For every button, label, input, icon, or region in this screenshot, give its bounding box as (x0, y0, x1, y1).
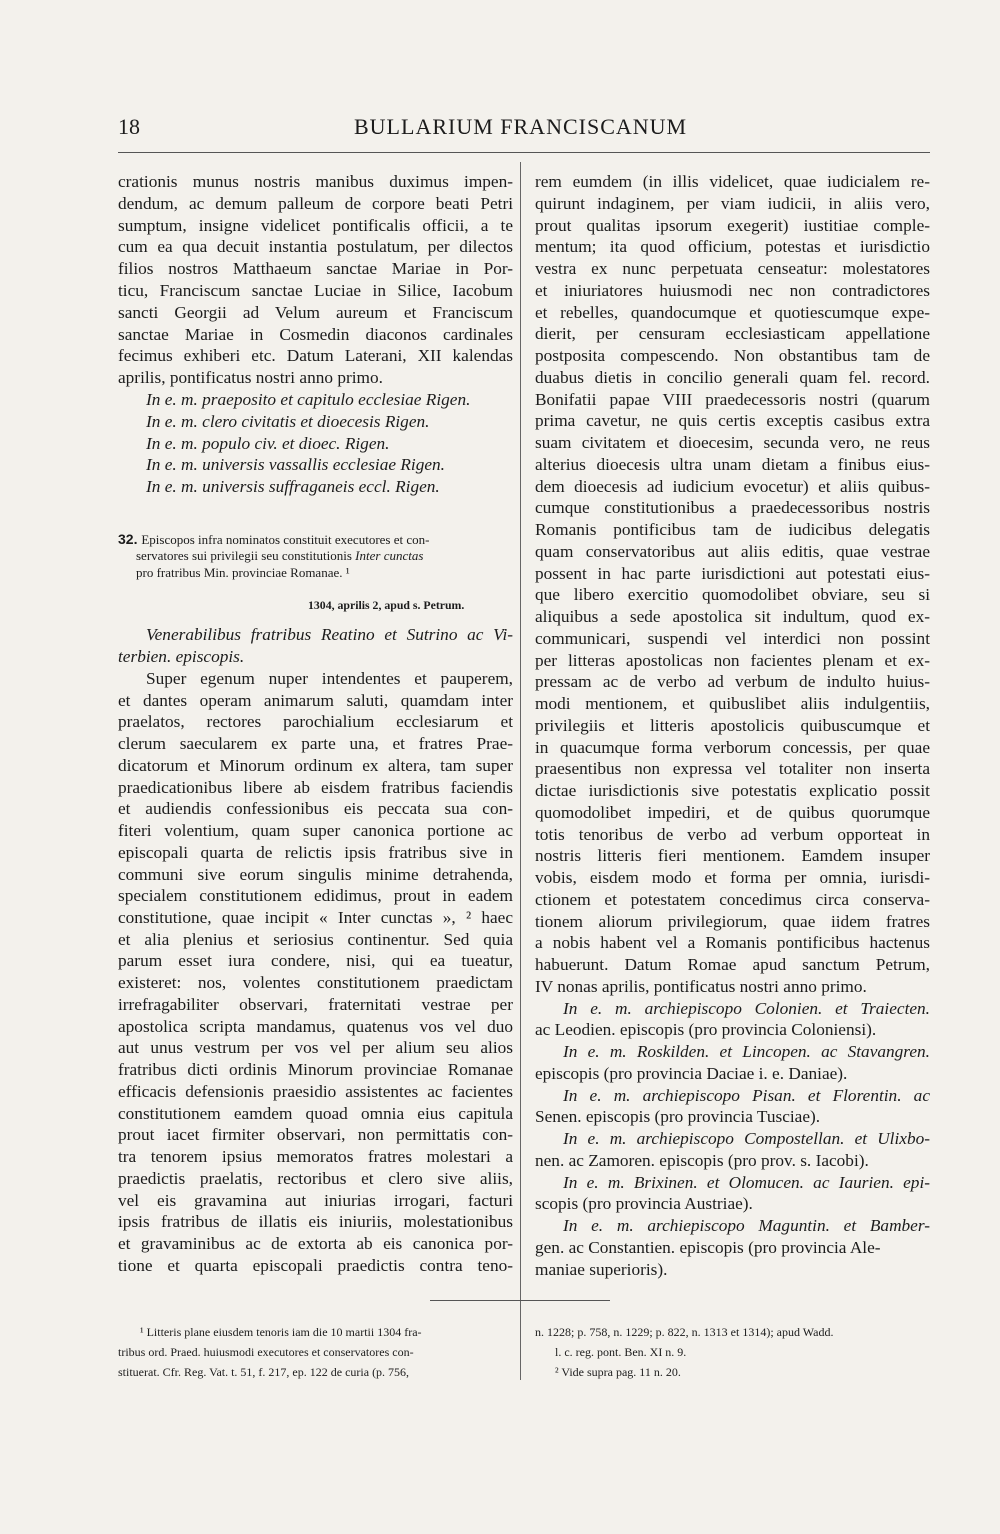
inscription-line: In e. m. praeposito et capitulo ecclesiae Rigen. (146, 390, 471, 409)
text-line: specialem constitutionem edidimus, prout in eadem (118, 886, 513, 906)
text-line: rem eumdem (in illis videlicet, quae iudicialem re- (535, 172, 930, 191)
text-line: totis tenoribus de verbo ad verbum opporteat in (535, 824, 930, 844)
text-line: dendum, ac demum palleum de corpore beati Petri (118, 193, 513, 213)
footnote-line: l. c. reg. pont. Ben. XI n. 9. (555, 1345, 687, 1359)
text-line: constitutionem eamdem quoad omnia eius capitula (118, 1103, 513, 1123)
text-line: episcopali quarta de relictis ipsis fratribus sive in (118, 842, 513, 862)
text-line: prout iacet firmiter observari, non permittatis con- (118, 1125, 513, 1145)
page-number: 18 (118, 114, 140, 139)
inscription-line: nen. ac Zamoren. episcopis (pro prov. s. Iacobi). (535, 1150, 869, 1170)
text-line: vestra ex nunc perpetuata censeatur: molestatores (535, 259, 930, 278)
text-line: communi sive eorum singulis minime detrahenda, (118, 864, 513, 884)
text-line: filios nostros Matthaeum sanctae Mariae in Por- (118, 259, 513, 279)
text-line: tionem aliorum privilegiorum, quae iidem fratres (535, 911, 930, 931)
text-line: nostris litteris fieri mentionem. Eamdem insuper (535, 846, 930, 866)
text-line: efficacis defensionis praesidio assistentes ac facientes (118, 1081, 513, 1101)
text-line: fecimus exhiberi etc. Datum Laterani, XII kalendas (118, 346, 513, 366)
text-line: existeret: nos, volentes constitutionem praedictam (118, 973, 513, 993)
text-line: prout qualitas ipsorum exegerit) iustitiae comple- (535, 215, 930, 235)
text-line: communicari, suspendi vel interdici non possint (535, 628, 930, 648)
inscription-line: In e. m. Brixinen. et Olomucen. ac Iaurien. epi- (563, 1172, 930, 1192)
inscription-line: ac Leodien. episcopis (pro provincia Coloniensi). (535, 1020, 877, 1040)
text-line: aprilis, pontificatus nostri anno primo. (118, 368, 383, 388)
section-summary: pro fratribus Min. provinciae Romanae. ¹ (136, 565, 350, 580)
text-line: sanctae Mariae in Cosmedin diaconos cardinales (118, 324, 513, 344)
section-heading (118, 531, 429, 548)
section-number: 32. (118, 531, 142, 547)
text-line: a nobis habent vel a Romanis pontificibus hactenus (535, 933, 930, 953)
text-line: in quacumque forma verborum concessis, per quae (535, 737, 930, 757)
text-line: quomodolibet impediri, et de quibus quorumque (535, 802, 930, 822)
footnote-line: tribus ord. Praed. huiusmodi executores et conservatores con- (118, 1345, 414, 1359)
address-line: Venerabilibus fratribus Reatino et Sutrino ac Vi- (146, 625, 513, 644)
text-line: duabus dietis in concilio generali quam fel. record. (535, 367, 930, 387)
date-line: 1304, aprilis 2, apud s. Petrum. (308, 598, 465, 612)
footnote-rule (430, 1300, 610, 1301)
inscription-line: In e. m. archiepiscopo Pisan. et Florentin. ac (563, 1085, 930, 1105)
text-line: privilegiis et litteris apostolicis quibuscumque et (535, 715, 930, 735)
inscription-line: episcopis (pro provincia Daciae i. e. Daniae). (535, 1063, 848, 1083)
text-line: fratribus dicti ordinis Minorum provinciae Romanae (118, 1060, 513, 1080)
section-summary: Episcopos infra nominatos constituit executores et con- (141, 532, 430, 547)
inscription-line: In e. m. universis vassallis ecclesiae Rigen. (146, 455, 445, 475)
text-line: clerum saecularem ex parte una, et fratres Prae- (118, 734, 513, 754)
text-line: et dantes operam animarum saluti, quamdam inter (118, 690, 513, 710)
inscription-line: In e. m. populo civ. et dioec. Rigen. (146, 433, 390, 453)
text-line: habuerunt. Datum Romae apud sanctum Petrum, (535, 955, 930, 974)
text-line: dem dioecesis ad iudicium evocetur) et aliis quibus- (535, 476, 930, 496)
text-line: praelatos, rectores parochialium ecclesiarum et (118, 712, 513, 732)
text-line: dierit, per censuram ecclesiasticam appellatione (535, 324, 930, 344)
inscription-line: In e. m. archiepiscopo Colonien. et Traiecten. (563, 998, 930, 1018)
text-line: crationis munus nostris manibus duximus impen- (118, 172, 513, 191)
text-line: aut unus vestrum per vos vel per alium seu alios (118, 1038, 513, 1058)
text-line: tra tenorem ipsius memoratos fratres molestari a (118, 1147, 513, 1167)
text-line: apostolica scripta mandamus, quatenus vos vel duo (118, 1016, 513, 1036)
text-line: postposita compescendo. Non obstantibus tam de (535, 346, 930, 365)
text-line: dicatorum et Minorum ordinum ex altera, tam super (118, 755, 513, 775)
text-line: sancti Georgii ad Velum aureum et Franciscum (118, 302, 513, 322)
inscription-line: In e. m. archiepiscopo Maguntin. et Bamber- (563, 1216, 930, 1235)
text-line: cumque constitutionibus a praedecessoribus nostris (535, 498, 930, 518)
summary-title: Inter cunctas (355, 548, 424, 563)
inscription-line: gen. ac Constantien. episcopis (pro provincia Ale- (535, 1237, 881, 1257)
header-rule (118, 152, 930, 153)
text-line: IV nonas aprilis, pontificatus nostri anno primo. (535, 976, 867, 996)
text-line: vobis, eisdem modo et forma per omnia, iurisdi- (535, 868, 930, 887)
text-line: modi mentionem, et quibuslibet aliis indulgentiis, (535, 694, 930, 713)
text-line: cum ea qua decuit instantia postulatum, per dilectos (118, 237, 513, 257)
text-line: dictae iurisdictionis sive potestatis explicatio possit (535, 781, 930, 800)
text-line: praedictis praelatis, rectoribus et clero sive aliis, (118, 1168, 513, 1188)
text-line: Romanis pontificibus tam de iudicibus delegatis (535, 520, 930, 539)
text-line: parum esset iura condere, nisi, qui ea tueatur, (118, 951, 513, 971)
inscription-line: Senen. episcopis (pro provincia Tusciae). (535, 1107, 821, 1127)
text-line: que libero exercitio quomodolibet obviare, seu si (535, 585, 930, 605)
text-line: sumptum, insigne videlicet pontificalis officii, a te (118, 215, 513, 235)
footnote-line: ² Vide supra pag. 11 n. 20. (555, 1365, 681, 1379)
text-line: ctionem et potestatem concedimus circa conserva- (535, 889, 930, 909)
inscription-line: In e. m. archiepiscopo Compostellan. et Ulixbo- (563, 1129, 930, 1148)
text-line: et iniuriatores huiusmodi nec non contradictores (535, 280, 930, 300)
section-summary (136, 548, 423, 564)
text-line: ticu, Franciscum sanctae Luciae in Silice, Iacobum (118, 281, 513, 300)
text-line: alterius dioecesis ultra unam dietam a finibus eius- (535, 454, 930, 474)
footnote-line: n. 1228; p. 758, n. 1229; p. 822, n. 1313 et 1314); apud Wadd. (535, 1325, 834, 1339)
text-line: mentum; ita quod officium, potestas et iurisdictio (535, 237, 930, 257)
inscription-line: scopis (pro provincia Austriae). (535, 1194, 753, 1214)
text-line: fiteri volentium, quam super canonica portione ac (118, 821, 513, 841)
text-line: constitutione, quae incipit « Inter cunctas », ² haec (118, 908, 513, 928)
text-line: tione et quarta episcopali praedictis contra teno- (118, 1255, 513, 1275)
text-line: pressam ac de verbo ad verbum de indulto huius- (535, 672, 930, 692)
text-line: ipsis fratribus de illatis eis iniuriis, molestationibus (118, 1212, 513, 1232)
text-line: et audiendis confessionibus eis peccata sua con- (118, 799, 513, 819)
inscription-line: In e. m. universis suffraganeis eccl. Rigen. (146, 477, 440, 497)
text-line: vel eis gravamina aut iniurias irrogari, facturi (118, 1190, 513, 1210)
summary-text: servatores sui privilegii seu constitutionis (136, 548, 356, 563)
text-line: et rebelles, quandocumque et quotiescumque expe- (535, 302, 930, 322)
running-title: BULLARIUM FRANCISCANUM (354, 114, 688, 139)
text-line: praesentibus non expressa vel totaliter non inserta (535, 759, 930, 779)
text-line: et alia plenius et seriosius continentur. Sed quia (118, 929, 513, 949)
text-line: per litteras apostolicas non facientes plenam et ex- (535, 650, 930, 670)
page-header (118, 114, 698, 146)
text-line: praedicationibus libere ab eisdem fratribus faciendis (118, 777, 513, 797)
address-line: terbien. episcopis. (118, 646, 245, 666)
text-line: possent in hac parte iurisdictioni aut potestati eius- (535, 563, 930, 583)
text-line: prima cavetur, ne quis certis exceptis casibus extra (535, 411, 930, 431)
text-line: irrefragabiliter observari, fraternitati vestrae per (118, 994, 513, 1014)
text-line: quam conservatoribus aut aliis editis, quae vestrae (535, 541, 930, 561)
text-line: Bonifatii papae VIII praedecessoris nostri (quarum (535, 389, 930, 409)
column-divider (520, 162, 521, 1380)
footnote-line: stituerat. Cfr. Reg. Vat. t. 51, f. 217, ep. 122 de curia (p. 756, (118, 1365, 410, 1379)
text-line: quirunt indaginem, per viam iudicii, in aliis vero, (535, 193, 930, 213)
footnote-line: ¹ Litteris plane eiusdem tenoris iam die 10 martii 1304 fra- (140, 1325, 422, 1339)
text-line: suam civitatem et dioecesim, secunda vero, ne reus (535, 433, 930, 452)
inscription-line: In e. m. clero civitatis et dioecesis Rigen. (146, 411, 430, 431)
inscription-line: maniae superioris). (535, 1259, 668, 1279)
inscription-line: In e. m. Roskilden. et Lincopen. ac Stavangren. (563, 1042, 930, 1061)
text-line: et gravaminibus ac de extorta ab eis canonica por- (118, 1233, 513, 1253)
text-line: aliquibus a sede apostolica sit indultum, quod ex- (535, 607, 930, 626)
text-line: Super egenum nuper intendentes et pauperem, (146, 669, 513, 688)
